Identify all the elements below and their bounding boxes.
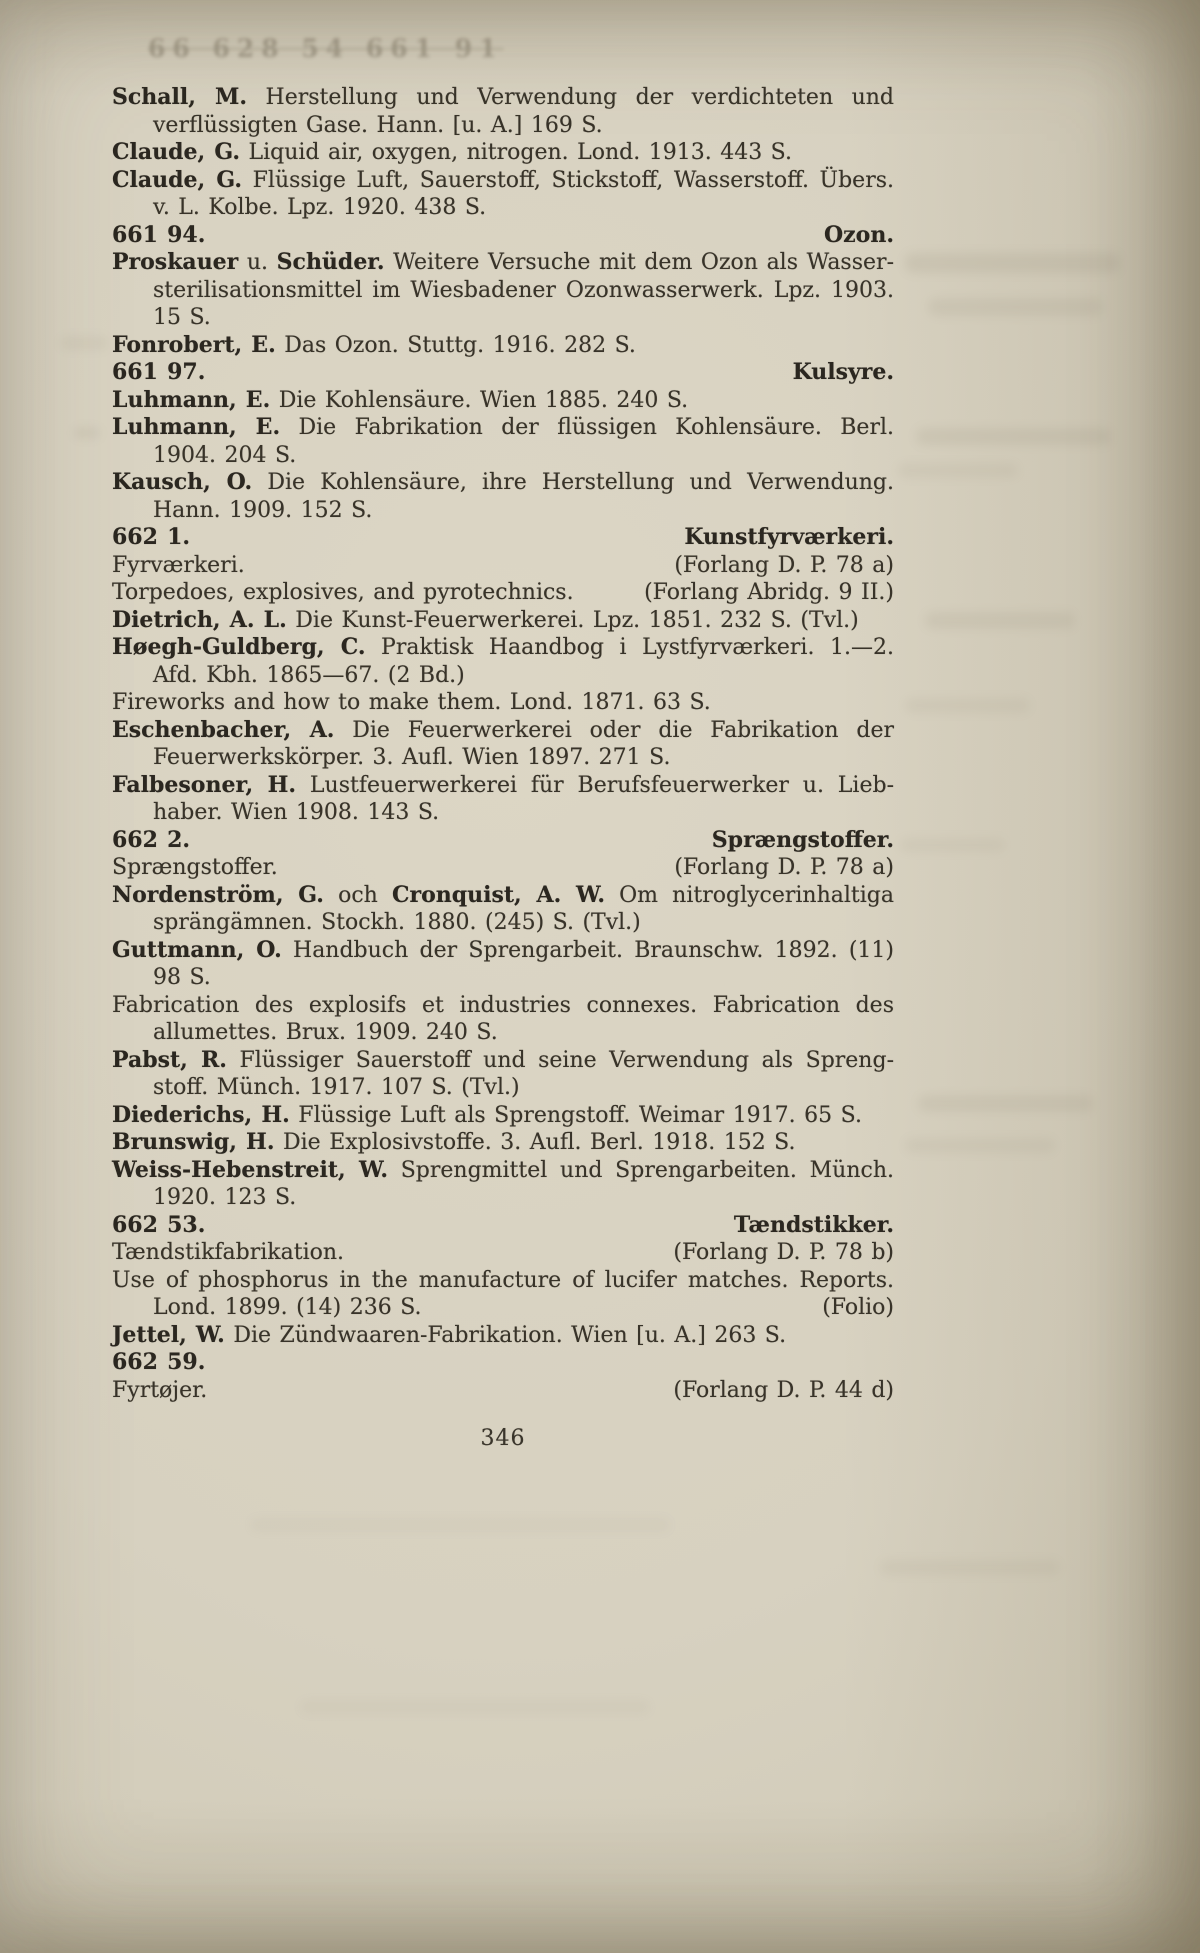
bib-entry: [112, 992, 894, 1047]
cross-reference-line: [112, 1239, 894, 1267]
bleed-through-smudge: [60, 336, 108, 350]
forlang-reference: (Forlang D. P. 44 d): [673, 1377, 894, 1403]
author-name: Brunswig, H.: [112, 1129, 275, 1155]
section-code: 662 1.: [112, 524, 191, 550]
forlang-reference: (Forlang D. P. 78 b): [673, 1240, 894, 1265]
entry-text: Lustfeuerwerkerei für Berufsfeuerwerker u. Liebhaber. Wien 1908. 143 S.: [153, 772, 894, 825]
bleed-through-smudge: [250, 1518, 670, 1532]
entry-text: Handbuch der Sprengarbeit. Braunschw. 1892. (11) 98 S.: [153, 937, 894, 990]
cross-reference-term: Fyrværkeri.: [112, 552, 245, 578]
bleed-through-smudge: [880, 1560, 1060, 1575]
author-name: Eschenbacher, A.: [112, 716, 335, 743]
cross-reference-line: [112, 1377, 894, 1405]
section-code: 662 2.: [112, 826, 191, 853]
author-name: Diederichs, H.: [112, 1101, 290, 1128]
bib-entry: [112, 937, 894, 992]
entry-text: Die Kohlensäure, ihre Herstellung und Verwendung. Hann. 1909. 152 S.: [153, 470, 894, 523]
section-title: Kulsyre.: [792, 359, 894, 385]
bleed-through-text: 66 628 54 661 91: [148, 34, 504, 63]
entry-text: Fireworks and how to make them. Lond. 1871. 63 S.: [112, 690, 711, 715]
section-code: 661 94.: [112, 221, 206, 248]
cross-reference-term: Torpedoes, explosives, and pyrotechnics.: [112, 580, 574, 605]
entry-text: Liquid air, oxygen, nitrogen. Lond. 1913. 443 S.: [239, 140, 792, 165]
bib-entry: [112, 332, 894, 360]
author-name: Guttmann, O.: [112, 936, 282, 963]
section-heading: [112, 359, 894, 387]
entry-text: Flüssiger Sauerstoff und seine Verwendung als Sprengstoff. Münch. 1917. 107 S. (Tvl.): [153, 1047, 895, 1100]
bib-entry: [112, 167, 894, 222]
cross-reference-line: [112, 552, 894, 580]
entry-text: Flüssige Luft als Sprengstoff. Weimar 1917. 65 S.: [289, 1102, 862, 1128]
author-name: Proskauer: [112, 249, 239, 275]
bleed-through-smudge: [918, 1095, 1093, 1112]
author-name: Schall, M.: [112, 84, 248, 110]
section-heading: [112, 524, 894, 552]
entry-text: Praktisk Haandbog i Lystfyrværkeri. 1.—2. Afd. Kbh. 1865—67. (2 Bd.): [153, 635, 894, 688]
entry-text: Die Kohlensäure. Wien 1885. 240 S.: [270, 387, 689, 413]
bibliography-text-block: [112, 84, 894, 1453]
bleed-through-smudge: [916, 428, 1111, 445]
cross-reference-term: Fyrtøjer.: [112, 1377, 208, 1403]
cross-reference-term: Tændstikfabrikation.: [112, 1240, 345, 1265]
bib-entry: [112, 882, 894, 937]
entry-text: Flüssige Luft, Sauerstoff, Stickstoff, Wasserstoff. Übers. v. L. Kolbe. Lpz. 1920. 438 S.: [153, 167, 895, 220]
bib-entry: [112, 414, 894, 469]
bib-entry: [112, 84, 894, 139]
bleed-through-smudge: [898, 463, 1018, 478]
bleed-through-smudge: [900, 838, 1005, 852]
bib-entry: [112, 607, 894, 635]
forlang-reference: (Forlang D. P. 78 a): [674, 855, 894, 880]
bib-entry: [112, 1157, 894, 1212]
forlang-reference: (Forlang D. P. 78 a): [674, 552, 894, 578]
section-code: 661 97.: [112, 359, 206, 385]
section-heading: [112, 1349, 894, 1377]
section-code: 662 53.: [112, 1211, 206, 1238]
entries-list: [112, 84, 894, 1404]
author-name: Claude, G.: [112, 166, 243, 193]
forlang-reference: (Forlang Abridg. 9 II.): [644, 580, 894, 605]
cross-reference-line: [112, 854, 894, 882]
section-title: Kunstfyrværkeri.: [684, 524, 894, 550]
author-name: Fonrobert, E.: [112, 331, 276, 358]
page-number: 346: [480, 1426, 526, 1451]
section-heading: [112, 1212, 894, 1240]
bleed-through-smudge: [74, 428, 100, 438]
author-name: Weiss-Hebenstreit, W.: [112, 1156, 388, 1183]
author-name: Claude, G.: [112, 139, 240, 165]
entry-text: Use of phosphorus in the manufacture of lucifer matches. Reports. Lond. 1899. (14) 236 S.: [112, 1267, 894, 1320]
entry-text: Das Ozon. Stuttg. 1916. 282 S.: [275, 332, 636, 358]
section-title: Tændstikker.: [733, 1211, 894, 1238]
bib-entry: [112, 1322, 894, 1350]
bleed-through-smudge: [925, 612, 1075, 629]
author-name: Høegh-Guldberg, C.: [112, 634, 366, 660]
entry-text: Die Kunst-Feuerwerkerei. Lpz. 1851. 232 S. (Tvl.): [286, 607, 859, 633]
entry-text: Die Fabrikation der flüssigen Kohlensäure. Berl. 1904. 204 S.: [153, 415, 895, 468]
section-title: Sprængstoffer.: [711, 826, 894, 853]
entry-text: Weitere Versuche mit dem Ozon als Wassersterilisationsmittel im Wiesbadener Ozonwasserwerk. Lpz. 1903. 15 S.: [153, 250, 894, 330]
entry-text: Om nitroglycerinhaltiga sprängämnen. Stockh. 1880. (245) S. (Tvl.): [153, 882, 894, 935]
bleed-through-smudge: [928, 298, 1103, 316]
entry-text: Die Feuerwerkerei oder die Fabrikation der Feuerwerkskörper. 3. Aufl. Wien 1897. 271 S.: [153, 717, 894, 770]
section-title: Ozon.: [824, 221, 894, 248]
entry-text: Herstellung und Verwendung der verdichteten und verflüssigten Gase. Hann. [u. A.] 169 S.: [153, 85, 894, 138]
author-name: Nordenström, G.: [112, 881, 324, 908]
author-name: Cronquist, A. W.: [392, 881, 605, 908]
format-note: (Folio): [822, 1295, 894, 1320]
bleed-through-smudge: [905, 698, 1030, 713]
bib-entry: [112, 1129, 894, 1157]
bib-entry: [112, 1102, 894, 1130]
author-name: Kausch, O.: [112, 469, 253, 495]
section-heading: [112, 222, 894, 250]
bib-entry: [112, 1267, 894, 1322]
entry-text: u.: [238, 250, 277, 275]
bib-entry: [112, 1047, 894, 1102]
bib-entry: [112, 772, 894, 827]
cross-reference-line: [112, 579, 894, 607]
section-code: 662 59.: [112, 1349, 206, 1375]
cross-reference-term: Sprængstoffer.: [112, 855, 278, 880]
author-name: Schüder.: [276, 249, 385, 275]
entry-text: Sprengmittel und Sprengarbeiten. Münch. 1920. 123 S.: [153, 1157, 894, 1210]
entry-text: och: [323, 882, 392, 908]
bib-entry: [112, 717, 894, 772]
bib-entry: [112, 249, 894, 332]
bib-entry: [112, 469, 894, 524]
author-name: Falbesoner, H.: [112, 771, 297, 798]
section-heading: [112, 827, 894, 855]
bib-entry: [112, 634, 894, 689]
author-name: Luhmann, E.: [112, 386, 271, 413]
bib-entry: [112, 689, 894, 717]
entry-text: Die Zündwaaren-Fabrikation. Wien [u. A.] 263 S.: [224, 1322, 787, 1348]
bleed-through-smudge: [905, 253, 1120, 273]
entry-text: Die Explosivstoffe. 3. Aufl. Berl. 1918. 152 S.: [274, 1130, 796, 1155]
author-name: Pabst, R.: [112, 1046, 227, 1073]
bleed-through-smudge: [300, 1700, 650, 1714]
entry-text: Fabrication des explosifs et industries connexes. Fabrication des allumettes. Brux. 1909. 240 S.: [112, 992, 894, 1045]
author-name: Dietrich, A. L.: [112, 606, 287, 633]
author-name: Jettel, W.: [112, 1321, 225, 1348]
bib-entry: [112, 387, 894, 415]
bleed-through-smudge: [905, 1138, 1055, 1153]
bib-entry: [112, 139, 894, 167]
author-name: Luhmann, E.: [112, 414, 281, 440]
